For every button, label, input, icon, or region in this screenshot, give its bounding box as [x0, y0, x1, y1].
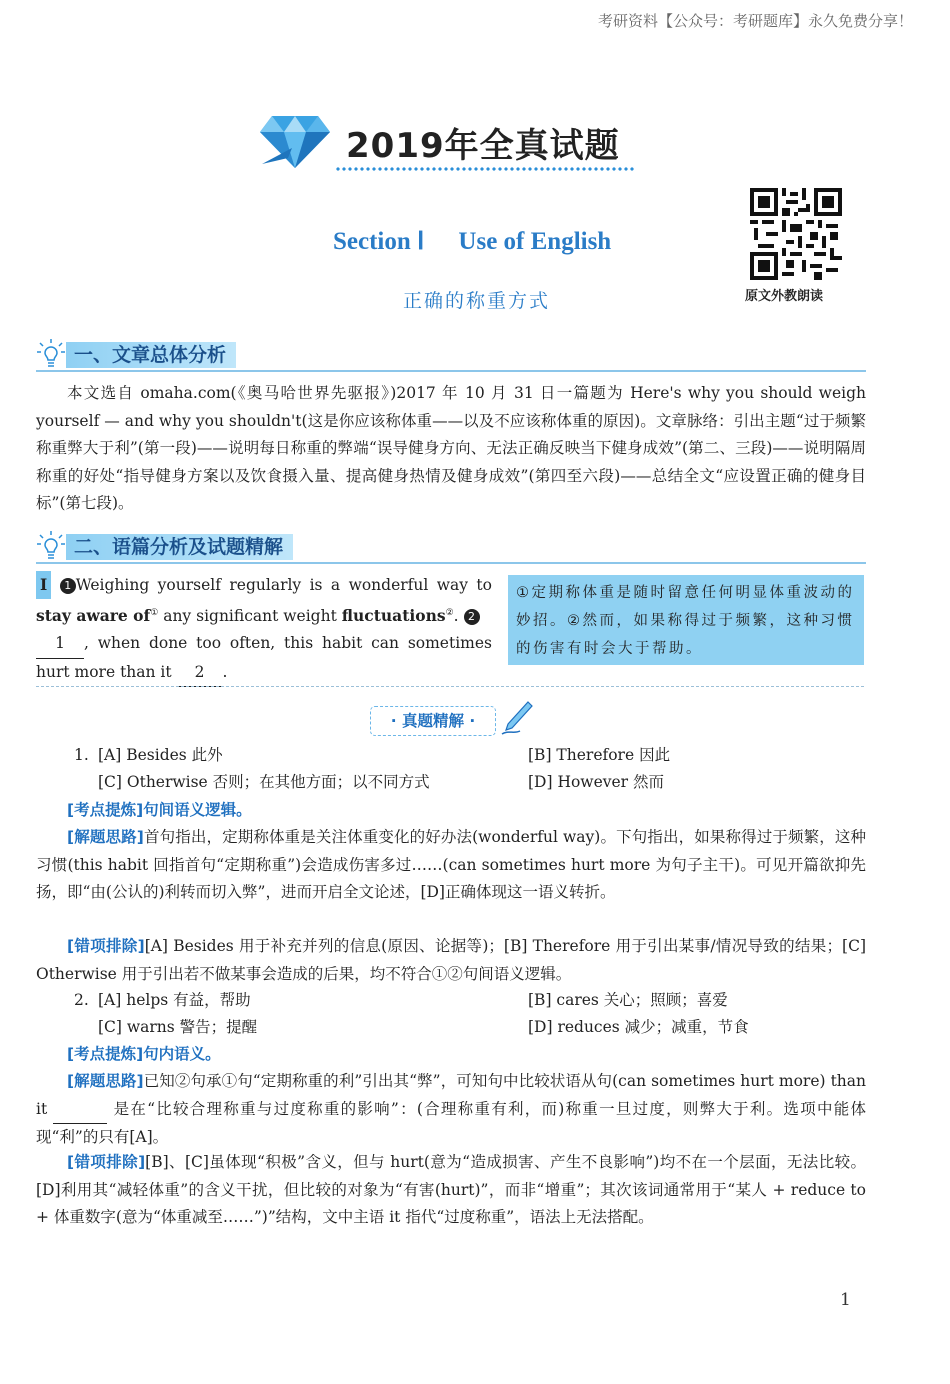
diamond-icon [258, 112, 332, 170]
q2-option-d[interactable]: [D] reduces 减少；减重，节食 [528, 1018, 749, 1036]
paragraph-number: Ⅰ [36, 571, 51, 599]
note-marker: ① [150, 607, 159, 618]
keyword: stay aware of [36, 605, 151, 625]
q2-key-point [36, 1041, 866, 1069]
keyword: fluctuations [341, 605, 446, 625]
elimination-text: [B]、[C]虽体现“积极”含义，但与 hurt(意为“造成损害、产生不良影响”)均不在一个层面，无法比较。[D]利用其“减轻体重”的含义干扰，但比较的对象为“有害(hurt)”，而非“增重”；其次该词通常用于“某人 + reduce to + 体重数字(意为“体重减至……”)”结构，文中主语 it 指代“过度称重”，语法上无法搭配。 [36, 1153, 867, 1226]
elimination-text: [A] Besides 用于补充并列的信息(原因、论据等)；[B] Therefore 用于引出某事/情况导致的结果；[C] Otherwise 用于引出若不做某事会造成的后果，均不符合①②句间语义逻辑。 [36, 937, 866, 983]
q2-solution [36, 1068, 866, 1152]
page-number: 1 [840, 1290, 851, 1310]
analysis-paragraph: 本文选自 omaha.com(《奥马哈世界先驱报》)2017 年 10 月 31 日一篇题为 Here's why you should weigh yourself — and why you shouldn't(这是你应该称体重——以及不应该称体重的原因)。文章脉络：引出主题“过于频繁称重弊大于利”(第一段)——说明每日称重的弊端“误导健身方向、无法正确反映当下健身成效”(第二、三段)——说明隔周称重的好处“指导健身方案以及饮食摄入量、提高健身热情及健身成效”(第四至六段)——总结全文“应设置正确的健身目标”(第七段)。 [36, 384, 866, 512]
q1-option-b[interactable]: [B] Therefore 因此 [528, 746, 671, 764]
divider [36, 370, 866, 372]
passage-text: any significant weight [158, 606, 342, 625]
solution-text: 是在“比较合理称重与过度称重的影响”：(合理称重有利，而)称重一旦过度，则弊大于利。选项中能体现“利”的只有[A]。 [36, 1099, 866, 1146]
inline-blank [53, 1096, 107, 1125]
q2-option-c[interactable]: [C] warns 警告；提醒 [98, 1018, 258, 1036]
q1-elimination [36, 933, 866, 988]
label-key-point: [考点提炼] [67, 801, 144, 819]
q2-number: 2. [74, 991, 89, 1009]
label-elimination: [错项排除] [67, 937, 145, 955]
lightbulb-icon [36, 530, 66, 562]
passage-text: Weighing yourself regularly is a wonderful way to [75, 576, 492, 594]
exam-analysis-label: · 真题精解 · [370, 706, 496, 736]
q1-number: 1. [74, 746, 89, 764]
passage-text: . [222, 662, 228, 681]
section-header-discourse [36, 530, 866, 564]
blank-2[interactable]: 2 [177, 659, 223, 688]
watermark: 考研资料【公众号：考研题库】永久免费分享！ [598, 12, 914, 30]
section-header-label: 二、语篇分析及试题精解 [66, 534, 293, 560]
label-elimination: [错项排除] [67, 1153, 146, 1171]
q2-elimination [36, 1149, 866, 1232]
translation-box: ①定期称体重是随时留意任何明显体重波动的妙招。②然而，如果称得过于频繁，这种习惯的伤害有时会大于帮助。 [508, 575, 864, 665]
sentence-number: 2 [464, 609, 480, 625]
solution-text: 已知②句承①句“定期称重的利”引出其“弊”，可知句中比较状语从句(can sometimes hurt more) than it [36, 1072, 866, 1118]
section-heading [333, 226, 611, 256]
q1-key-point [36, 797, 866, 825]
label-solution: [解题思路] [67, 1072, 144, 1090]
blank-1[interactable]: 1 [36, 630, 84, 659]
q1-option-a[interactable]: [A] Besides 此外 [98, 746, 223, 764]
page-title: 2019年全真试题 [346, 126, 620, 166]
label-solution: [解题思路] [67, 828, 144, 846]
sentence-number: 1 [60, 578, 76, 594]
title-underline [335, 166, 635, 172]
article-subtitle: 正确的称重方式 [403, 290, 551, 312]
solution-text: 首句指出，定期称体重是关注体重变化的好办法(wonderful way)。下句指出，如果称得过于频繁，这种习惯(this habit 回指首句“定期称重”)会造成伤害多过……(can sometimes hurt more 为句子主干)。可见开篇欲抑先扬，即“由(公认的)利转而切入弊”，进而开启全文论述，[D]正确体现这一语义转折。 [36, 828, 866, 901]
label-key-point: [考点提炼] [67, 1045, 144, 1063]
dashed-divider [36, 686, 864, 687]
q2-option-b[interactable]: [B] cares 关心；照顾；喜爱 [528, 991, 728, 1009]
passage-text: , when done too often, this habit can sometimes hurt more than it [36, 634, 492, 681]
divider [36, 562, 866, 564]
pen-icon [500, 700, 534, 736]
passage-text: . [453, 606, 459, 625]
passage-paragraph [36, 571, 492, 687]
section-label: Section Ⅰ [333, 228, 425, 255]
note-marker: ② [445, 607, 454, 618]
q1-solution [36, 824, 866, 907]
q2-option-a[interactable]: [A] helps 有益，帮助 [98, 991, 251, 1009]
key-point-text: 句内语义。 [143, 1045, 221, 1063]
key-point-text: 句间语义逻辑。 [143, 801, 252, 819]
q1-option-d[interactable]: [D] However 然而 [528, 773, 665, 791]
qr-caption: 原文外教朗读 [745, 289, 824, 304]
q1-option-c[interactable]: [C] Otherwise 否则；在其他方面；以不同方式 [98, 773, 430, 791]
lightbulb-icon [36, 338, 66, 370]
section-header-label: 一、文章总体分析 [66, 342, 236, 368]
qr-code-icon[interactable] [750, 188, 842, 280]
section-name: Use of English [458, 228, 612, 255]
section-header-analysis [36, 338, 866, 372]
